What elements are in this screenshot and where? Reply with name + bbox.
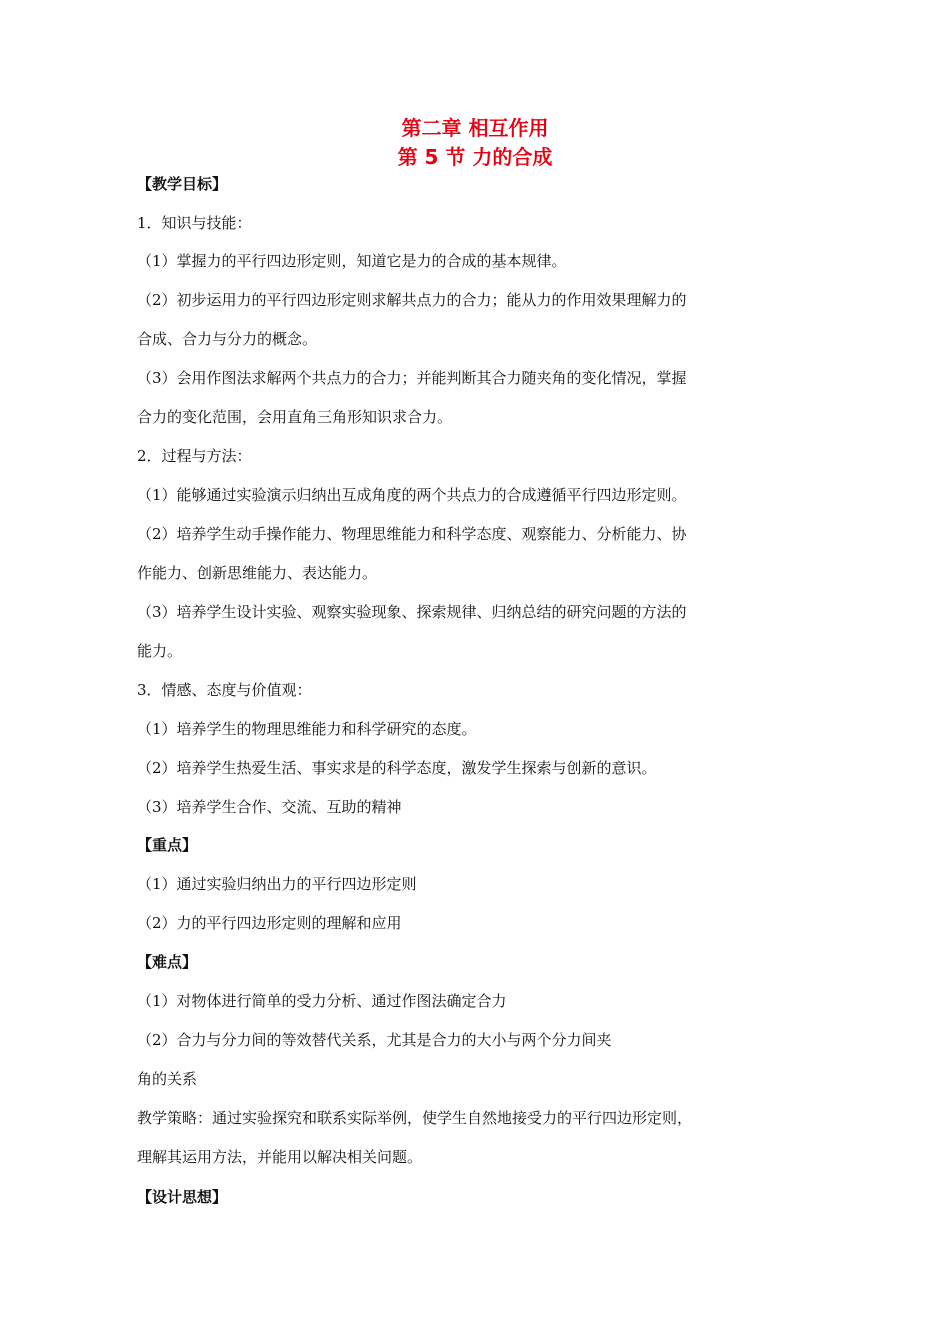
text-line: （1）掌握力的平行四边形定则，知道它是力的合成的基本规律。 — [137, 252, 567, 270]
text-line: 合力的变化范围，会用直角三角形知识求合力。 — [137, 408, 453, 426]
text-line: （3）培养学生合作、交流、互助的精神 — [137, 798, 402, 816]
text-line: 作能力、创新思维能力、表达能力。 — [137, 564, 378, 582]
text-line: 角的关系 — [137, 1070, 198, 1088]
chapter-title: 第二章 相互作用 — [401, 116, 549, 140]
text-line: 理解其运用方法，并能用以解决相关问题。 — [137, 1148, 423, 1166]
section-title: 第 5 节 力的合成 — [397, 145, 553, 169]
text-line: （1）培养学生的物理思维能力和科学研究的态度。 — [137, 720, 477, 738]
text-line: （1）能够通过实验演示归纳出互成角度的两个共点力的合成遵循平行四边形定则。 — [137, 486, 687, 504]
text-line: 教学策略：通过实验探究和联系实际举例，使学生自然地接受力的平行四边形定则， — [137, 1109, 693, 1127]
text-line: （3）培养学生设计实验、观察实验现象、探索规律、归纳总结的研究问题的方法的 — [137, 603, 687, 621]
text-line: 1．知识与技能： — [137, 214, 252, 232]
text-line: （1）通过实验归纳出力的平行四边形定则 — [137, 875, 417, 893]
text-line: （2）培养学生热爱生活、事实求是的科学态度，激发学生探索与创新的意识。 — [137, 759, 657, 777]
text-line: （2）合力与分力间的等效替代关系，尤其是合力的大小与两个分力间夹 — [137, 1031, 612, 1049]
text-line: （1）对物体进行简单的受力分析、通过作图法确定合力 — [137, 992, 507, 1010]
text-line: （3）会用作图法求解两个共点力的合力；并能判断其合力随夹角的变化情况，掌握 — [137, 369, 687, 387]
text-line: （2）初步运用力的平行四边形定则求解共点力的合力；能从力的作用效果理解力的 — [137, 291, 687, 309]
heading-design-thinking: 【设计思想】 — [137, 1188, 228, 1206]
text-line: 能力。 — [137, 642, 183, 660]
text-line: （2）力的平行四边形定则的理解和应用 — [137, 914, 402, 932]
text-line: 合成、合力与分力的概念。 — [137, 330, 318, 348]
heading-key-points: 【重点】 — [137, 836, 198, 854]
text-line: （2）培养学生动手操作能力、物理思维能力和科学态度、观察能力、分析能力、协 — [137, 525, 687, 543]
text-line: 2．过程与方法： — [137, 447, 252, 465]
heading-teaching-goals: 【教学目标】 — [137, 175, 228, 193]
text-line: 3．情感、态度与价值观： — [137, 681, 312, 699]
heading-difficulties: 【难点】 — [137, 953, 198, 971]
